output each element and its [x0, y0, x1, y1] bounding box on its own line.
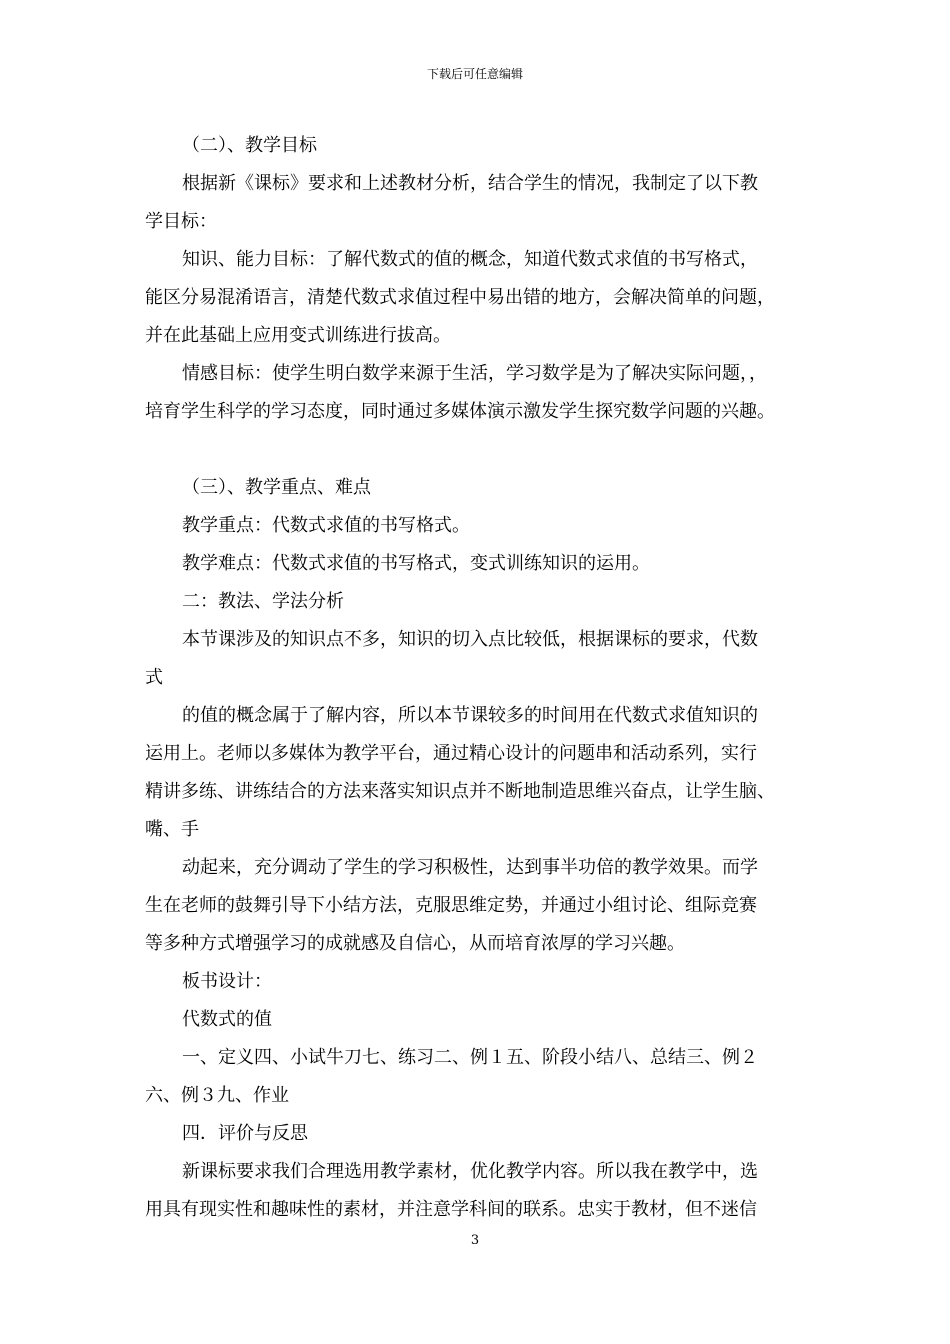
paragraph-line: 学目标： [145, 211, 217, 232]
paragraph-line: 动起来，充分调动了学生的学习积极性，达到事半功倍的教学效果。而学 [182, 857, 758, 878]
blank-line [145, 431, 825, 469]
section-heading-methods: 二：教法、学法分析 [182, 591, 344, 612]
paragraph-line: 能区分易混淆语言，清楚代数式求值过程中易出错的地方，会解决简单的问题， [145, 287, 775, 308]
paragraph-line: 情感目标：使学生明白数学来源于生活，学习数学是为了解决实际问题，， [182, 363, 767, 384]
paragraph-line: 运用上。老师以多媒体为教学平台，通过精心设计的问题串和活动系列，实行 [145, 743, 757, 764]
page-header: 下载后可任意编辑 [426, 67, 523, 81]
paragraph-line: 并在此基础上应用变式训练进行拔高。 [145, 325, 451, 346]
paragraph-line: 式 [145, 667, 163, 688]
paragraph-line: 教学难点：代数式求值的书写格式，变式训练知识的运用。 [182, 553, 650, 574]
paragraph-line: 的值的概念属于了解内容，所以本节课较多的时间用在代数式求值知识的 [182, 705, 758, 726]
paragraph-line: 知识、能力目标：了解代数式的值的概念，知道代数式求值的书写格式， [182, 249, 758, 270]
board-design-outline: 一、定义四、小试牛刀七、练习二、例１五、阶段小结八、总结三、例２ [182, 1047, 758, 1068]
section-heading-reflection: 四．评价与反思 [182, 1123, 308, 1144]
page-number: 3 [470, 1233, 480, 1248]
paragraph-line: 教学重点：代数式求值的书写格式。 [182, 515, 470, 536]
document-body [145, 127, 825, 1229]
section-heading-teaching-goals: （二）、教学目标 [182, 135, 317, 156]
paragraph-line: 根据新《课标》要求和上述教材分析，结合学生的情况，我制定了以下教 [182, 173, 758, 194]
section-heading-key-points: （三）、教学重点、难点 [182, 477, 371, 498]
paragraph-line: 本节课涉及的知识点不多，知识的切入点比较低，根据课标的要求，代数 [182, 629, 758, 650]
board-design-title: 代数式的值 [182, 1009, 272, 1030]
board-design-outline: 六、例３九、作业 [145, 1085, 289, 1106]
section-heading-board-design: 板书设计： [182, 971, 272, 992]
paragraph-line: 培育学生科学的学习态度，同时通过多媒体演示激发学生探究数学问题的兴趣。 [145, 401, 775, 422]
paragraph-line: 等多种方式增强学习的成就感及自信心，从而培育浓厚的学习兴趣。 [145, 933, 685, 954]
paragraph-line: 用具有现实性和趣味性的素材，并注意学科间的联系。忠实于教材，但不迷信 [145, 1199, 757, 1220]
paragraph-line: 生在老师的鼓舞引导下小结方法，克服思维定势，并通过小组讨论、组际竞赛 [145, 895, 757, 916]
paragraph-line: 嘴、手 [145, 819, 199, 840]
paragraph-line: 新课标要求我们合理选用教学素材，优化教学内容。所以我在教学中，选 [182, 1161, 758, 1182]
paragraph-line: 精讲多练、讲练结合的方法来落实知识点并不断地制造思维兴奋点，让学生脑、 [145, 781, 775, 802]
